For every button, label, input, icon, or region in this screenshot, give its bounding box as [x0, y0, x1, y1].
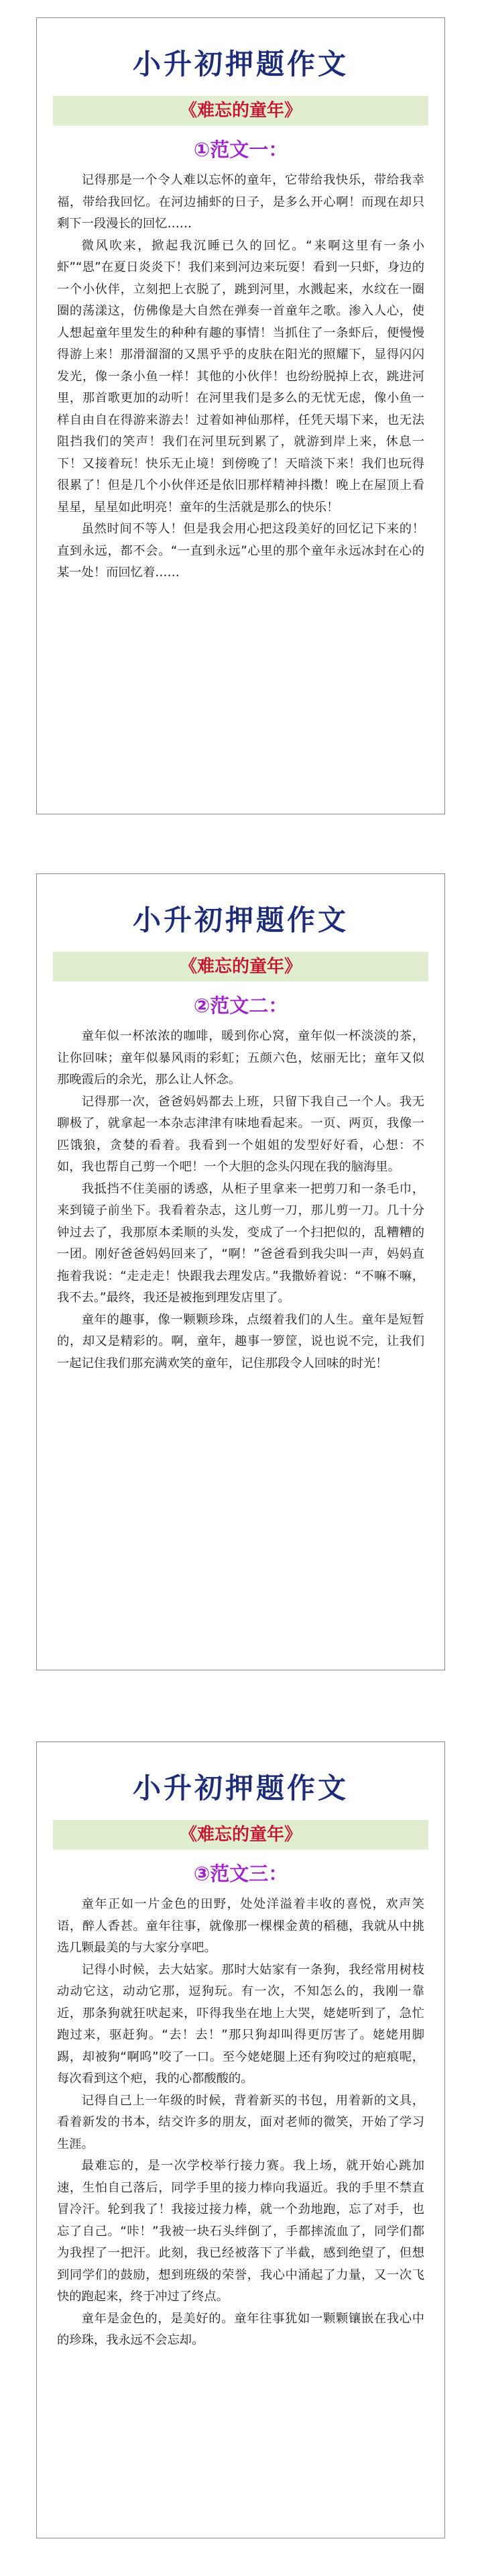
paragraph: 记得那是一个令人难以忘怀的童年，它带给我快乐，带给我幸福，带给我回忆。在河边捕虾的日子，是多么开心啊！而现在却只剩下一段漫长的回忆…… — [57, 173, 424, 231]
page-title: 小升初押题作文 — [132, 904, 349, 936]
paragraph: 童年正如一片金色的田野，处处洋溢着丰收的喜悦，欢声笑语，醉人香甚。童年往事，就像那一棵棵金黄的稻穗，我就从中挑选几颗最美的与大家分享吧。 — [57, 1897, 424, 1955]
paragraph: 童年似一杯浓浓的咖啡，暖到你心窝，童年似一杯淡淡的茶，让你回味；童年似暴风雨的彩虹；五颜六色，炫丽无比；童年又似那晚霞后的余光，那么让人怀念。 — [57, 1029, 424, 1087]
paragraph: 童年是金色的，是美好的。童年往事犹如一颗颗镶嵌在我心中的珍珠，我永远不会忘却。 — [57, 2311, 424, 2347]
article-card-1 — [36, 17, 445, 814]
essay-topic-banner: 《难忘的童年》 — [53, 96, 428, 125]
paragraph: 记得小时候，去大姑家。那时大姑家有一条狗，我经常用树枝动动它这，动动它那，逗狗玩。有一次，不知怎么的，我刚一靠近，那条狗就狂吠起来，吓得我坐在地上大哭，姥姥听到了，急忙跑过来，驱赶狗。“去！去！”那只狗却叫得更厉害了。姥姥用脚踢，却被狗“啊呜”咬了一口。至今姥姥腿上还有狗咬过的疤痕呢，每次看到这个疤，我的心都酸酸的。 — [57, 1962, 424, 2086]
article-body — [37, 164, 444, 584]
paragraph: 最难忘的，是一次学校举行接力赛。我上场，就开始心跳加速，生怕自己落后，同学手里的接力棒向我逼近。我的手里不禁直冒冷汗。轮到我了！我接过接力棒，就一个劲地跑，忘了对手，也忘了自己。“咔！”我被一块石头绊倒了，手都摔流血了，同学们都为我捏了一把汗。此刻，我已经被落下了半截，感到绝望了，但想到同学们的鼓励，想到班级的荣誉，我心中涌起了力量，又一次飞快的跑起来，终于冲过了终点。 — [57, 2159, 424, 2304]
paragraph: 微风吹来，掀起我沉睡已久的回忆。“来啊这里有一条小虾”“恩”在夏日炎炎下！我们来到河边来玩耍！看到一只虾，身边的一个小伙伴，立刻把上衣脱了，跳到河里，水溅起来，水纹在一圈圈的荡漾这，仿佛像是大自然在弹奏一首童年之歌。渗入人心，使人想起童年里发生的种种有趣的事情！当抓住了一条虾后，便慢慢得游上来！那滑溜溜的又黑乎乎的皮肤在阳光的照耀下，显得闪闪发光，像一条小鱼一样！其他的小伙伴！也纷纷脱掉上衣，跳进河里，那首歌更加的动听！在河里我们是多么的无忧无虑，像小鱼一样自由自在得游来游去！过着如神仙那样，任凭天塌下来，也无法阻挡我们的笑声！我们在河里玩到累了，就游到岸上来，休息一下！又接着玩！快乐无止境！到傍晚了！天暗淡下来！我们也玩得很累了！但是几个小伙伴还是依旧那样精神抖擞！晚上在屋顶上看星星，星星如此明亮！童年的生活就是那么的快乐！ — [57, 238, 424, 515]
section-heading: ②范文二： — [193, 994, 288, 1017]
article-body — [37, 1888, 444, 2352]
essay-topic-banner: 《难忘的童年》 — [53, 952, 428, 981]
paragraph: 童年的趣事，像一颗颗珍珠，点缀着我们的人生。童年是短暂的，却又是精彩的。啊，童年，趣事一箩筐，说也说不完，让我们一起记住我们那充满欢笑的童年，记住那段令人回味的时光！ — [57, 1312, 424, 1371]
paragraph: 记得那一次，爸爸妈妈都去上班，只留下我自己一个人。我无聊极了，就拿起一本杂志津津有味地看起来。一页、两页，我像一匹饿狼，贪婪的看着。我看到一个姐姐的发型好好看，心想：不如，我也帮自己剪一个吧！一个大胆的念头闪现在我的脑海里。 — [57, 1094, 424, 1174]
page-title: 小升初押题作文 — [132, 1772, 349, 1805]
article-body — [37, 1020, 444, 1375]
paragraph: 我抵挡不住美丽的诱惑，从柜子里拿来一把剪刀和一条毛巾，来到镜子前坐下。我看着杂志，这儿剪一刀，那儿剪一刀。几十分钟过去了，我那原本柔顺的头发，变成了一个扫把似的，乱糟糟的一团。刚好爸爸妈妈回来了，“啊！”爸爸看到我尖叫一声，妈妈直拖着我说：“走走走！快跟我去理发店。”我撒娇着说：“不嘛不嘛，我不去。”最终，我还是被拖到理发店里了。 — [57, 1181, 424, 1305]
page-title: 小升初押题作文 — [132, 48, 349, 80]
section-heading: ①范文一： — [193, 138, 288, 161]
essay-topic-banner: 《难忘的童年》 — [53, 1820, 428, 1849]
paragraph: 虽然时间不等人！但是我会用心把这段美好的回忆记下来的！直到永远，都不会。“一直到永远”心里的那个童年永远冰封在心的某一处！而回忆着…… — [57, 522, 424, 580]
paragraph: 记得自己上一年级的时候，背着新买的书包，用着新的文具，看着新发的书本，结交许多的朋友，面对老师的微笑，开始了学习生涯。 — [57, 2093, 424, 2151]
article-card-3 — [36, 1741, 445, 2538]
section-heading: ③范文三： — [193, 1862, 288, 1885]
article-card-2 — [36, 873, 445, 1670]
